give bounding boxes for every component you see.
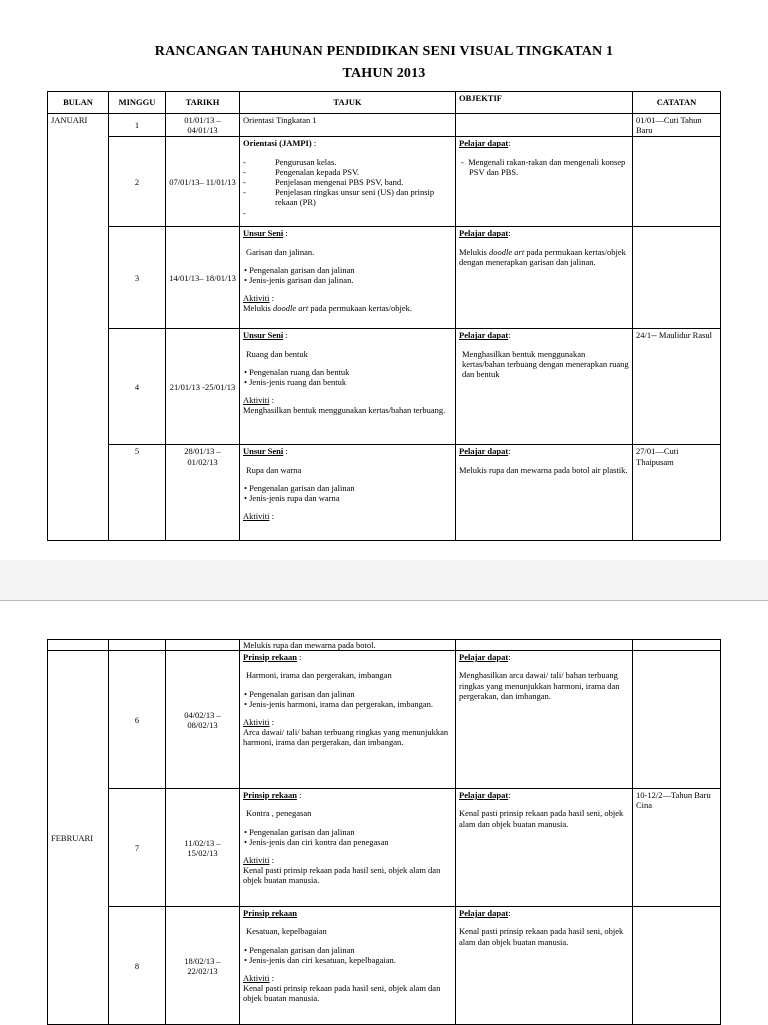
table-row [48,789,721,907]
tajuk-subtitle: Harmoni, irama dan pergerakan, imbangan [246,670,392,681]
tajuk-heading: Prinsip rekaan [243,908,297,919]
aktiviti-label: Aktiviti [243,972,270,983]
minggu-cell: 2 [109,137,166,227]
objektif-cell: Pelajar dapat: Menghasilkan arca dawai/ tali/ bahan terbuang ringkas yang menunjukkan harmoni, irama dan pergerakan, dan imbangan. [456,651,633,789]
aktiviti-text: Kenal pasti prinsip rekaan pada hasil seni, objek alam dan objek buatan manusia. [243,983,441,1004]
month-cell: FEBRUARI [48,651,109,1025]
table-row [48,137,721,227]
document-page-2 [0,600,768,1025]
catatan-cell [633,137,721,227]
catatan-cell [633,227,721,329]
bullet-item: • Jenis-jenis rupa dan warna [244,492,340,503]
objektif-heading: Pelajar dapat [459,908,509,919]
header-minggu: MINGGU [109,92,166,114]
table-row [48,329,721,445]
list-item: - Pengenalan kepada PSV. [243,166,360,177]
objektif-cell: Pelajar dapat: Melukis rupa dan mewarna pada botol air plastik. [456,445,633,541]
bullet-item: • Pengenalan garisan dan jalinan [244,688,355,699]
table-row [48,227,721,329]
objektif-heading: Pelajar dapat [459,228,509,239]
catatan-cell [633,640,721,651]
minggu-cell: 3 [109,227,166,329]
catatan-cell [633,907,721,1025]
objektif-heading: Pelajar dapat [459,652,509,663]
table-row [48,907,721,1025]
tajuk-subtitle: Kontra , penegasan [246,808,312,819]
table-row [48,114,721,137]
bullet-item: • Jenis-jenis garisan dan jalinan. [244,274,354,285]
tajuk-heading: Unsur Seni [243,228,284,239]
bullet-item: • Jenis-jenis dan ciri kontra dan penegasan [244,836,389,847]
tarikh-cell: 07/01/13– 11/01/13 [166,137,240,227]
tajuk-heading: Unsur Seni [243,330,284,341]
tajuk-cell: Prinsip rekaan : Kontra , penegasan • Pengenalan garisan dan jalinan • Jenis-jenis dan ciri kontra dan penegasan Aktiviti : Kenal pasti prinsip rekaan pada hasil seni, objek alam dan objek buatan manusia. [240,789,456,907]
aktiviti-label: Aktiviti [243,511,270,522]
tarikh-cell: 18/02/13 – 22/02/13 [166,907,240,1025]
tajuk-subtitle: Garisan dan jalinan. [246,246,315,257]
header-catatan: CATATAN [633,92,721,114]
aktiviti-label: Aktiviti [243,293,270,304]
tarikh-cell: 01/01/13 – 04/01/13 [166,114,240,137]
objektif-text: Menghasilkan bentuk menggunakan kertas/bahan terbuang dengan menerapkan ruang dan bentuk [462,348,629,379]
catatan-cell: 10-12/2—Tahun Baru Cina [633,789,721,907]
tajuk-cell: Orientasi Tingkatan 1 [240,114,456,137]
schedule-table-page-1 [47,91,721,541]
bullet-item: • Pengenalan garisan dan jalinan [244,944,355,955]
tajuk-heading: Unsur Seni [243,446,284,457]
minggu-cell: 7 [109,789,166,907]
objektif-heading: Pelajar dapat [459,446,509,457]
tajuk-cell: Unsur Seni : Garisan dan jalinan. • Pengenalan garisan dan jalinan • Jenis-jenis garisan dan jalinan. Aktiviti : Melukis doodle art pada permukaan kertas/objek. [240,227,456,329]
tarikh-cell [166,640,240,651]
catatan-cell: 27/01—Cuti Thaipusam [633,445,721,541]
bullet-item: • Jenis-jenis ruang dan bentuk [244,376,347,387]
objektif-text: Melukis doodle art pada permukaan kertas/objek dengan menerapkan garisan dan jalinan. [459,246,626,267]
tajuk-cell: Unsur Seni : Ruang dan bentuk • Pengenalan ruang dan bentuk • Jenis-jenis ruang dan bentuk Aktiviti : Menghasilkan bentuk menggunakan kertas/bahan terbuang. [240,329,456,445]
bullet-item: • Jenis-jenis harmoni, irama dan pergerakan, imbangan. [244,698,434,709]
tarikh-cell: 04/02/13 – 08/02/13 [166,651,240,789]
table-header-row [48,92,721,114]
bullet-item: • Pengenalan garisan dan jalinan [244,482,355,493]
aktiviti-text: Melukis doodle art pada permukaan kertas/objek. [243,303,413,314]
month-cell: JANUARI [48,114,109,541]
objektif-text: - Mengenali rakan-rakan dan mengenali konsep PSV dan PBS. [461,156,626,177]
tajuk-heading-suffix: : [311,138,317,149]
objektif-cell: Pelajar dapat: Kenal pasti prinsip rekaan pada hasil seni, objek alam dan objek buatan manusia. [456,789,633,907]
tarikh-cell: 11/02/13 – 15/02/13 [166,789,240,907]
header-bulan: BULAN [48,92,109,114]
aktiviti-text: Arca dawai/ tali/ bahan terbuang ringkas yang menunjukkan harmoni, irama dan pergerakan, dan imbangan. [243,727,449,748]
objektif-heading: Pelajar dapat [459,790,509,801]
minggu-cell: 5 [109,445,166,541]
month-cell [48,640,109,651]
minggu-cell: 8 [109,907,166,1025]
tajuk-cell: Prinsip rekaan : Harmoni, irama dan pergerakan, imbangan • Pengenalan garisan dan jalinan • Jenis-jenis harmoni, irama dan pergerakan, imbangan. Aktiviti : Arca dawai/ tali/ bahan terbuang ringkas yang menunjukkan harmoni, irama dan pergerakan, dan imbangan. [240,651,456,789]
tajuk-cell: Unsur Seni : Rupa dan warna • Pengenalan garisan dan jalinan • Jenis-jenis rupa dan warna Aktiviti : [240,445,456,541]
tarikh-cell: 14/01/13– 18/01/13 [166,227,240,329]
objektif-heading: Pelajar dapat [459,138,509,149]
objektif-cell [456,114,633,137]
header-tarikh: TARIKH [166,92,240,114]
table-row [48,640,721,651]
tajuk-cell: Prinsip rekaan Kesatuan, kepelbagaian • Pengenalan garisan dan jalinan • Jenis-jenis dan ciri kesatuan, kepelbagaian. Aktiviti : Kenal pasti prinsip rekaan pada hasil seni, objek alam dan objek buatan manusia. [240,907,456,1025]
minggu-cell: 6 [109,651,166,789]
minggu-cell: 4 [109,329,166,445]
objektif-text: Kenal pasti prinsip rekaan pada hasil seni, objek alam dan objek buatan manusia. [459,808,624,829]
minggu-cell [109,640,166,651]
bullet-item: • Jenis-jenis dan ciri kesatuan, kepelbagaian. [244,954,396,965]
tarikh-cell: 28/01/13 – 01/02/13 [166,445,240,541]
tajuk-subtitle: Rupa dan warna [246,464,302,475]
table-row [48,445,721,541]
bullet-item: • Pengenalan garisan dan jalinan [244,826,355,837]
aktiviti-label: Aktiviti [243,395,270,406]
objektif-text: Kenal pasti prinsip rekaan pada hasil seni, objek alam dan objek buatan manusia. [459,926,624,947]
document-title: RANCANGAN TAHUNAN PENDIDIKAN SENI VISUAL TINGKATAN 1 [154,44,614,59]
header-tajuk: TAJUK [240,92,456,114]
aktiviti-text: Kenal pasti prinsip rekaan pada hasil seni, objek alam dan objek buatan manusia. [243,865,441,886]
aktiviti-label: Aktiviti [243,854,270,865]
header-objektif: OBJEKTIF [456,92,633,114]
objektif-cell: Pelajar dapat: Kenal pasti prinsip rekaan pada hasil seni, objek alam dan objek buatan manusia. [456,907,633,1025]
objektif-text: Menghasilkan arca dawai/ tali/ bahan terbuang ringkas yang menunjukkan harmoni, irama dan pergerakan, dan imbangan. [459,670,620,701]
objektif-cell [456,640,633,651]
tarikh-cell: 21/01/13 -25/01/13 [166,329,240,445]
bullet-item: • Pengenalan garisan dan jalinan [244,264,355,275]
objektif-cell: Pelajar dapat: - Mengenali rakan-rakan dan mengenali konsep PSV dan PBS. [456,137,633,227]
objektif-text: Melukis rupa dan mewarna pada botol air plastik. [459,464,628,475]
catatan-cell [633,651,721,789]
schedule-table-page-2 [47,639,721,1025]
tajuk-heading: Orientasi (JAMPI) [243,138,312,149]
list-item: - Penjelasan ringkas unsur seni (US) dan prinsip rekaan (PR) [243,187,435,208]
tajuk-subtitle: Ruang dan bentuk [246,348,308,359]
tajuk-cell: Orientasi (JAMPI) : - Pengurusan kelas. - Pengenalan kepada PSV. - Penjelasan mengenai PBS PSV, band. - Penjelasan ringkas unsur seni (US) dan prinsip rekaan (PR) - [240,137,456,227]
objektif-cell: Pelajar dapat: Melukis doodle art pada permukaan kertas/objek dengan menerapkan garisan dan jalinan. [456,227,633,329]
objektif-heading: Pelajar dapat [459,330,509,341]
aktiviti-label: Aktiviti [243,716,270,727]
tajuk-heading: Prinsip rekaan [243,790,297,801]
table-row [48,651,721,789]
aktiviti-text: Menghasilkan bentuk menggunakan kertas/bahan terbuang. [243,405,446,416]
tajuk-heading: Prinsip rekaan [243,652,297,663]
catatan-cell: 24/1-- Maulidur Rasul [633,329,721,445]
list-item: - Pengurusan kelas. [243,156,337,167]
page-gap [0,560,768,600]
minggu-cell: 1 [109,114,166,137]
bullet-item: • Pengenalan ruang dan bentuk [244,366,350,377]
catatan-cell: 01/01—Cuti Tahun Baru [633,114,721,137]
objektif-cell: Pelajar dapat: Menghasilkan bentuk menggunakan kertas/bahan terbuang dengan menerapkan ruang dan bentuk [456,329,633,445]
tajuk-subtitle: Kesatuan, kepelbagaian [246,926,327,937]
list-item: - Penjelasan mengenai PBS PSV, band. [243,176,404,187]
document-year: TAHUN 2013 [342,66,426,81]
tajuk-cell: Melukis rupa dan mewarna pada botol. [240,640,456,651]
